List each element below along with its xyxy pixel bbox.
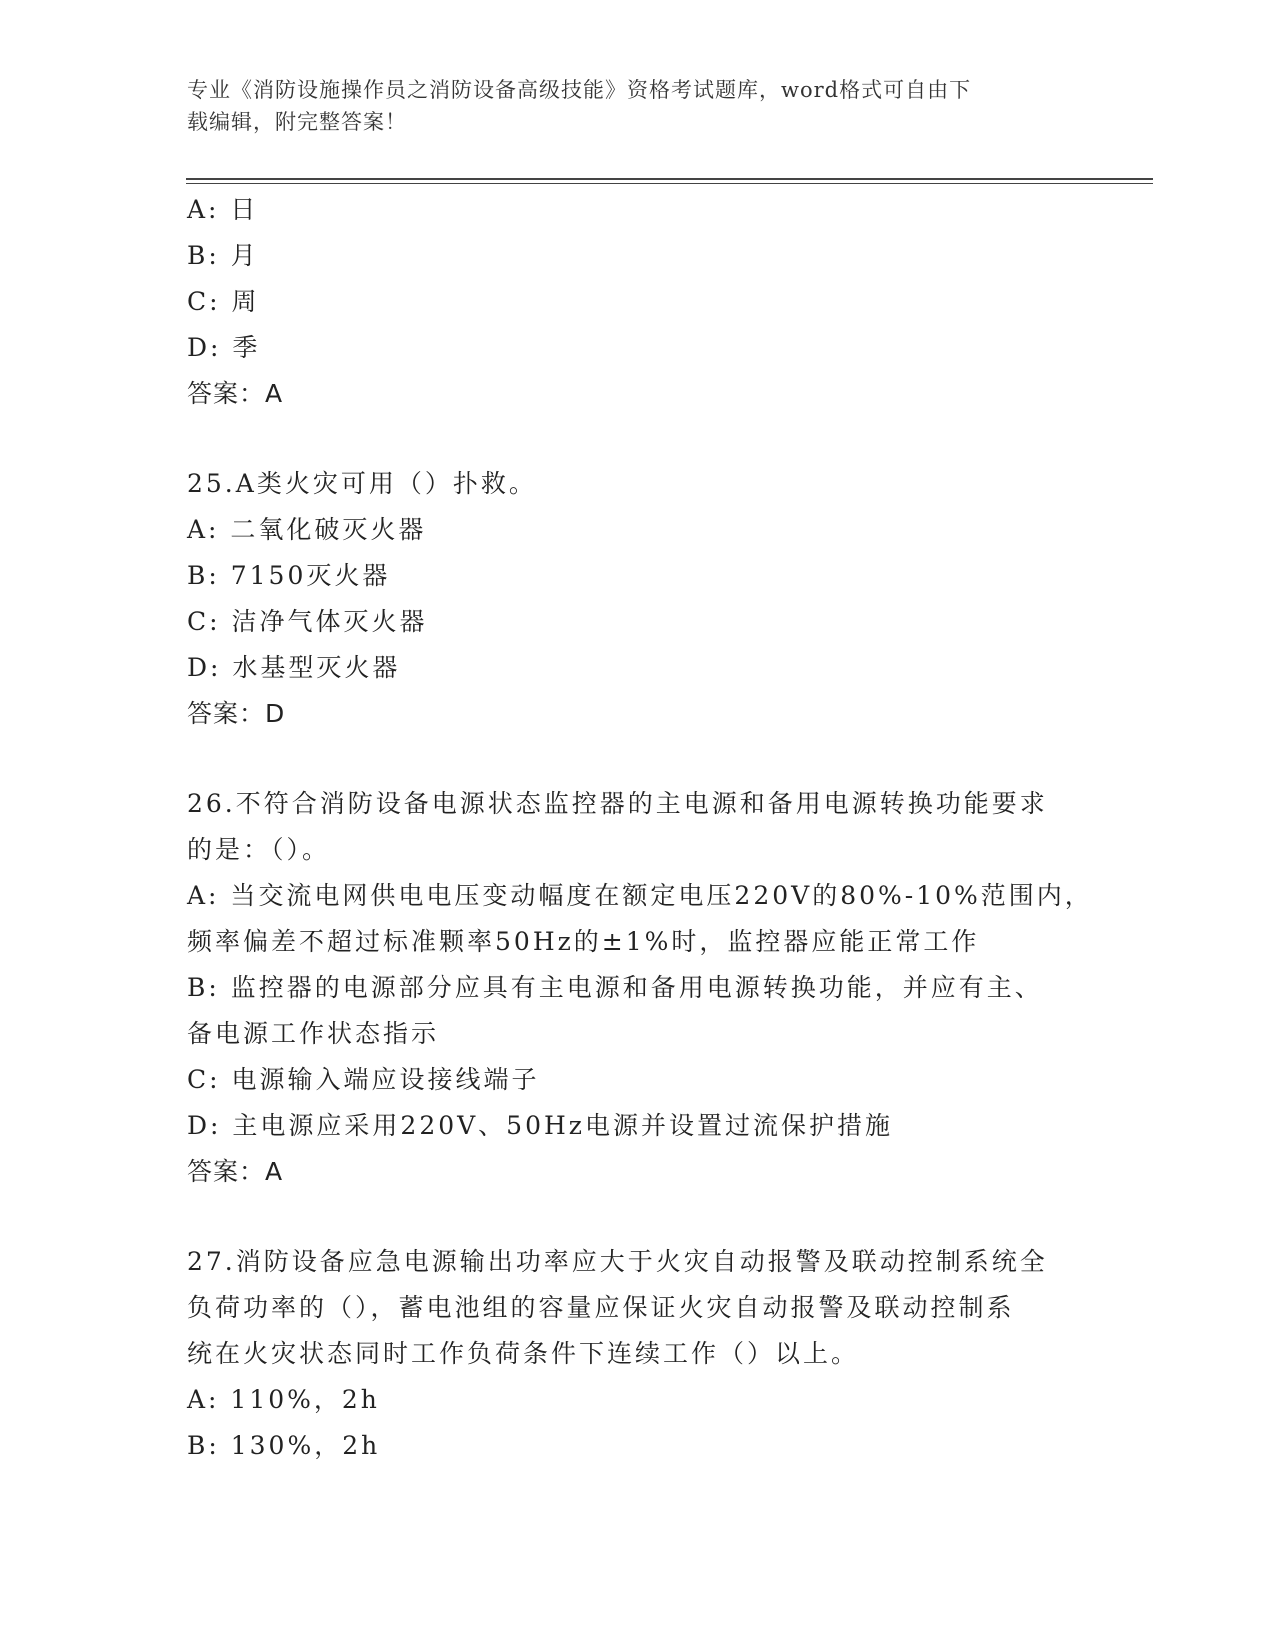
question-24-tail xyxy=(187,187,1087,417)
document-body xyxy=(187,187,1093,1469)
option-b-line-2: 备电源工作状态指示 xyxy=(187,1019,440,1048)
option-a: A: 二氧化破灭火器 xyxy=(187,515,427,544)
option-a: A: 110%，2h xyxy=(187,1385,380,1414)
option-c: C: 周 xyxy=(187,287,260,316)
option-c: C: 电源输入端应设接线端子 xyxy=(187,1065,540,1094)
option-b-line-1: B: 监控器的电源部分应具有主电源和备用电源转换功能，并应有主、 xyxy=(187,973,1043,1002)
question-25 xyxy=(187,461,1087,737)
header-line-1: 专业《消防设施操作员之消防设备高级技能》资格考试题库，word格式可自由下 xyxy=(187,78,972,102)
answer: 答案：D xyxy=(187,699,286,728)
option-b: B: 130%，2h xyxy=(187,1431,381,1460)
page-header xyxy=(187,74,1087,138)
option-a: A: 日 xyxy=(187,195,259,224)
question-stem-line-2: 负荷功率的（），蓄电池组的容量应保证火灾自动报警及联动控制系 xyxy=(187,1293,1015,1322)
header-line-2: 载编辑，附完整答案！ xyxy=(187,110,407,134)
option-b: B: 月 xyxy=(187,241,259,270)
question-stem-line-1: 27.消防设备应急电源输出功率应大于火灾自动报警及联动控制系统全 xyxy=(187,1247,1048,1276)
question-stem-line-3: 统在火灾状态同时工作负荷条件下连续工作（）以上。 xyxy=(187,1339,860,1368)
option-c: C: 洁净气体灭火器 xyxy=(187,607,428,636)
option-b: B: 7150灭火器 xyxy=(187,561,391,590)
option-a-line-1: A: 当交流电网供电电压变动幅度在额定电压220V的80%-10%范围内， xyxy=(187,881,1093,910)
answer: 答案：A xyxy=(187,379,284,408)
question-26 xyxy=(187,781,1093,1195)
option-d: D: 季 xyxy=(187,333,261,362)
header-divider xyxy=(186,178,1153,184)
question-27 xyxy=(187,1239,1087,1469)
question-stem-line-1: 26.不符合消防设备电源状态监控器的主电源和备用电源转换功能要求 xyxy=(187,789,1048,818)
option-d: D: 主电源应采用220V、50Hz电源并设置过流保护措施 xyxy=(187,1111,893,1140)
option-d: D: 水基型灭火器 xyxy=(187,653,401,682)
answer: 答案：A xyxy=(187,1157,284,1186)
question-stem-line-2: 的是：（）。 xyxy=(187,835,331,864)
question-stem: 25.A类火灾可用（）扑救。 xyxy=(187,469,537,498)
option-a-line-2: 频率偏差不超过标准颗率50Hz的±1%时，监控器应能正常工作 xyxy=(187,927,980,956)
